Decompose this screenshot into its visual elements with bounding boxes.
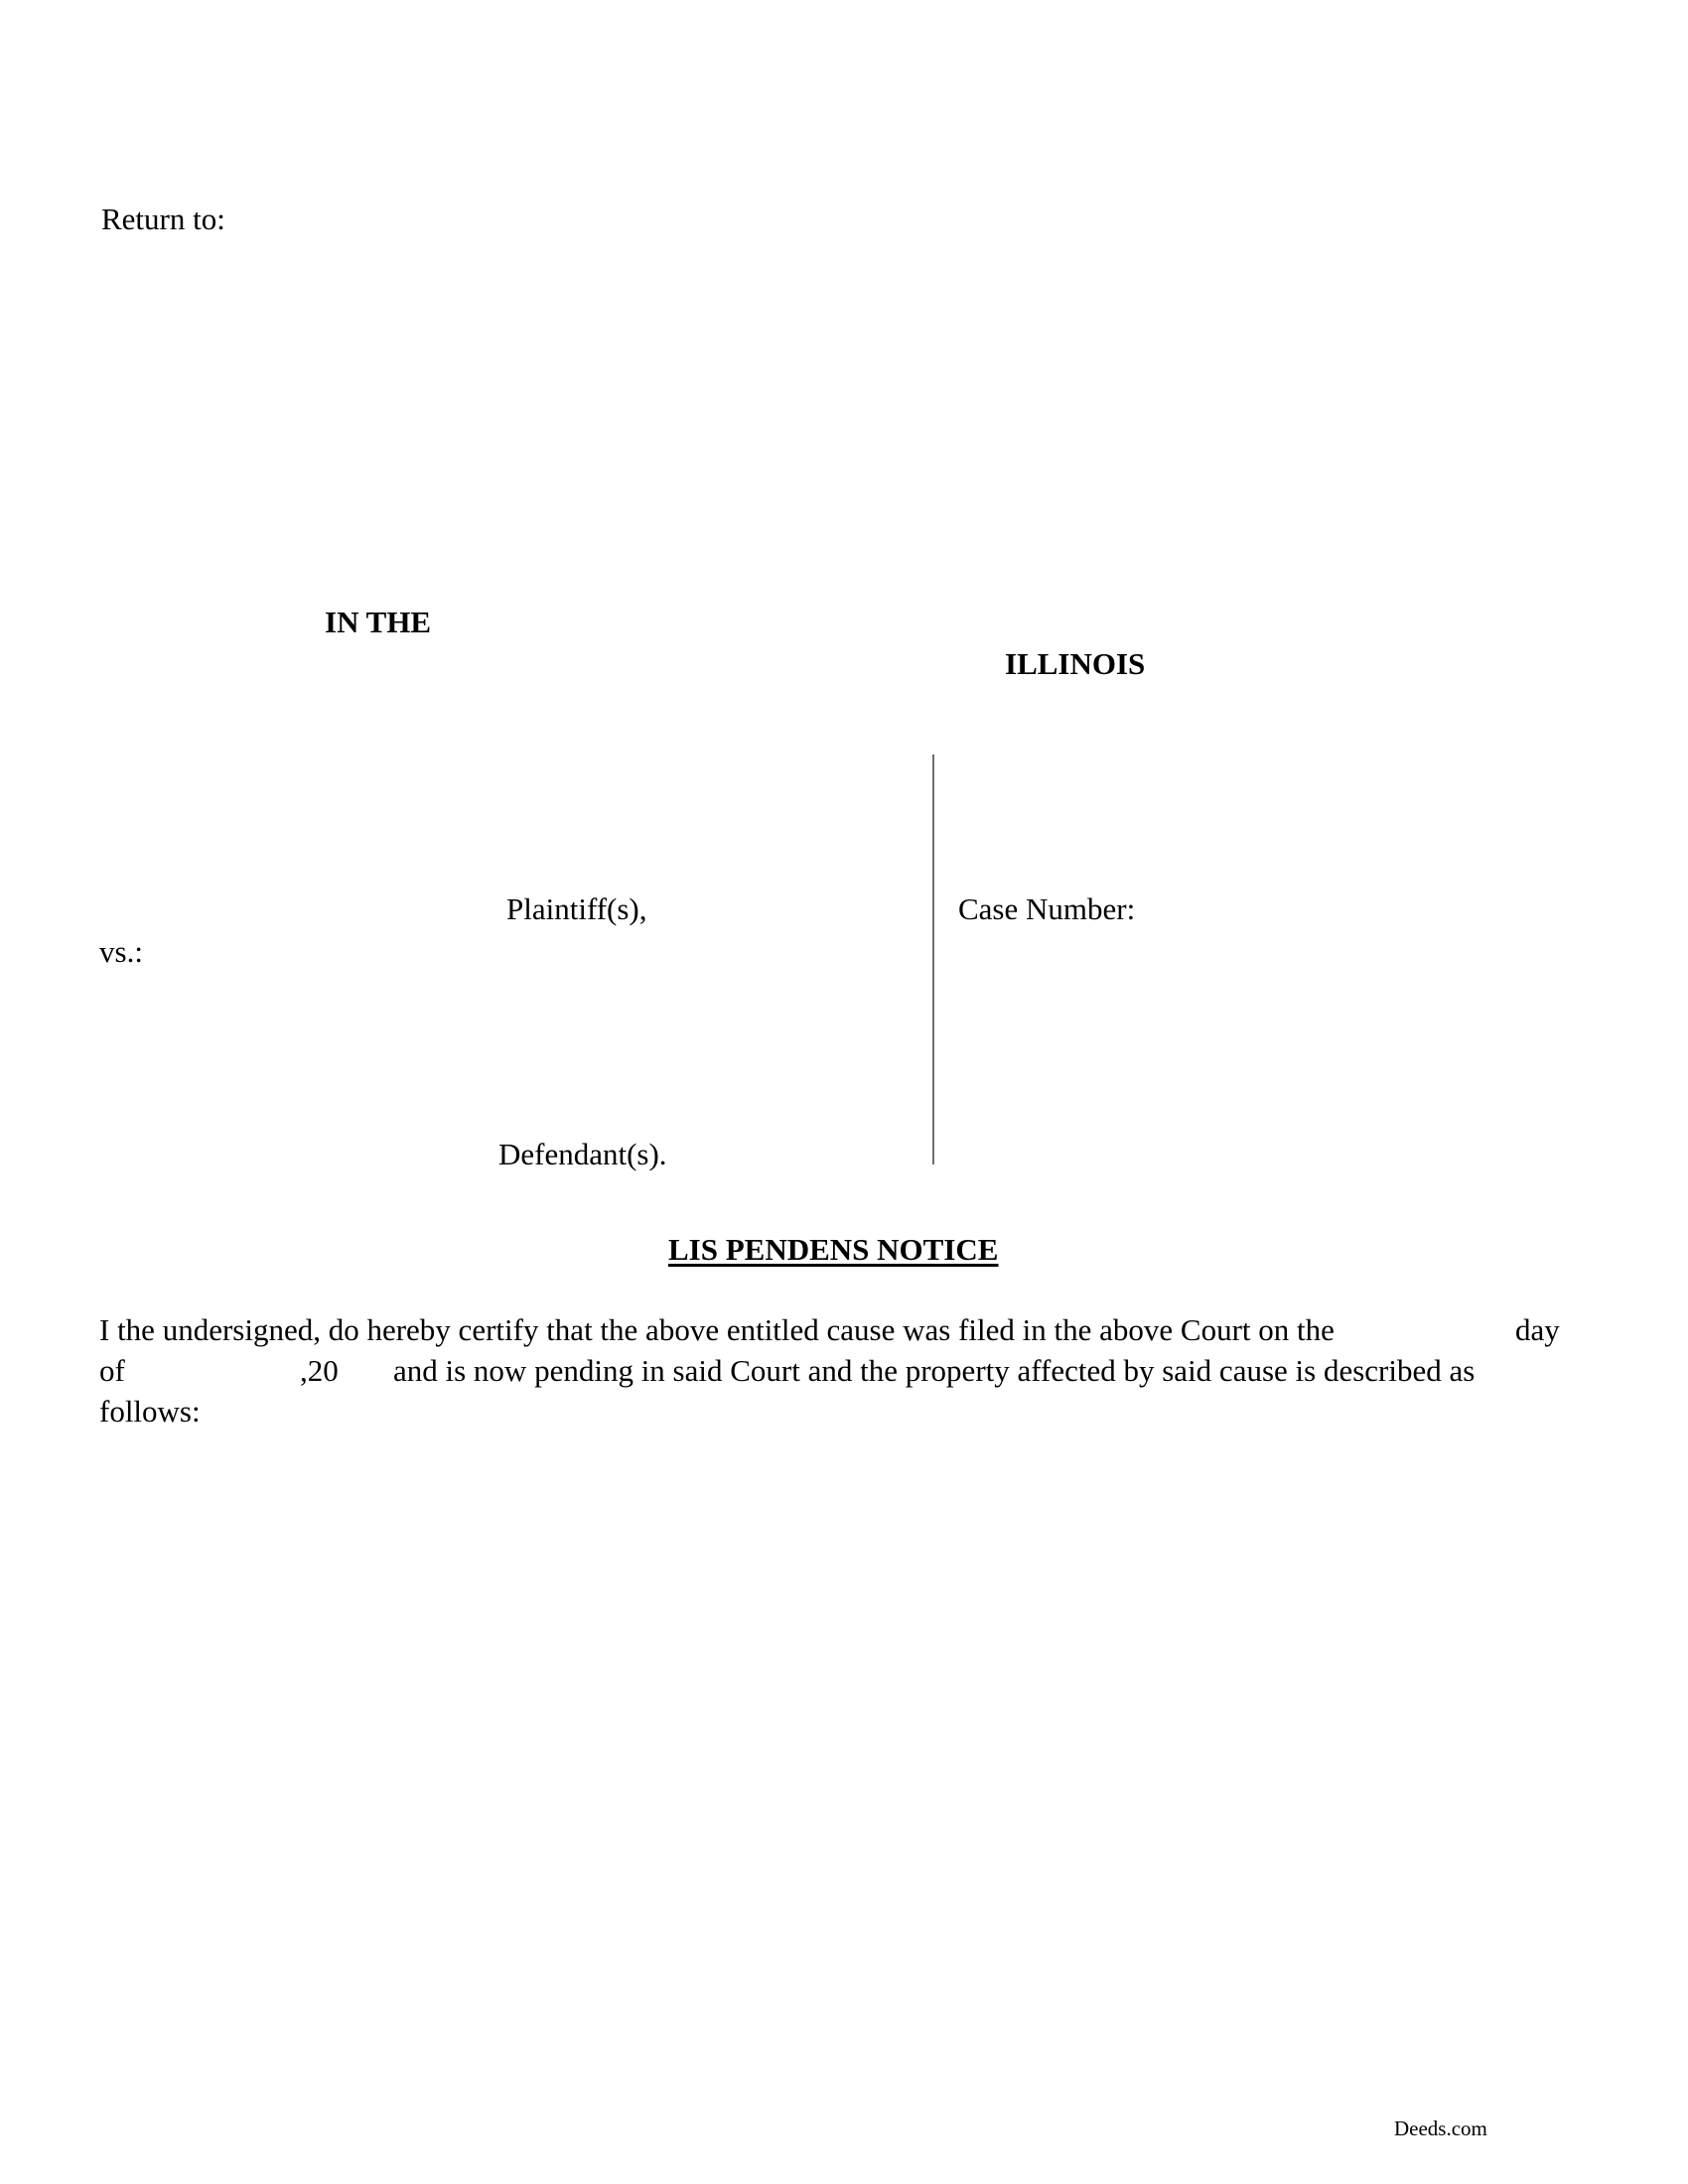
- body-line-2-rest: and is now pending in said Court and the property affected by said cause is described as: [393, 1353, 1476, 1388]
- state-name: ILLINOIS: [1005, 646, 1146, 681]
- footer-source: Deeds.com: [1394, 2116, 1487, 2140]
- body-line-2-year: ,20: [300, 1353, 339, 1388]
- document-title: LIS PENDENS NOTICE: [668, 1232, 999, 1267]
- return-to-label: Return to:: [101, 202, 225, 236]
- court-heading: IN THE: [325, 605, 432, 639]
- case-number-label: Case Number:: [958, 891, 1136, 926]
- defendant-label: Defendant(s).: [498, 1137, 667, 1171]
- plaintiff-label: Plaintiff(s),: [506, 891, 647, 926]
- body-line-1-day: day: [1515, 1312, 1560, 1347]
- versus-label: vs.:: [99, 934, 143, 969]
- body-line-3: follows:: [99, 1394, 201, 1429]
- body-line-1: I the undersigned, do hereby certify that the above entitled cause was filed in the above Court on the: [99, 1312, 1335, 1347]
- caption-divider: [932, 754, 934, 1164]
- body-line-2-of: of: [99, 1353, 125, 1388]
